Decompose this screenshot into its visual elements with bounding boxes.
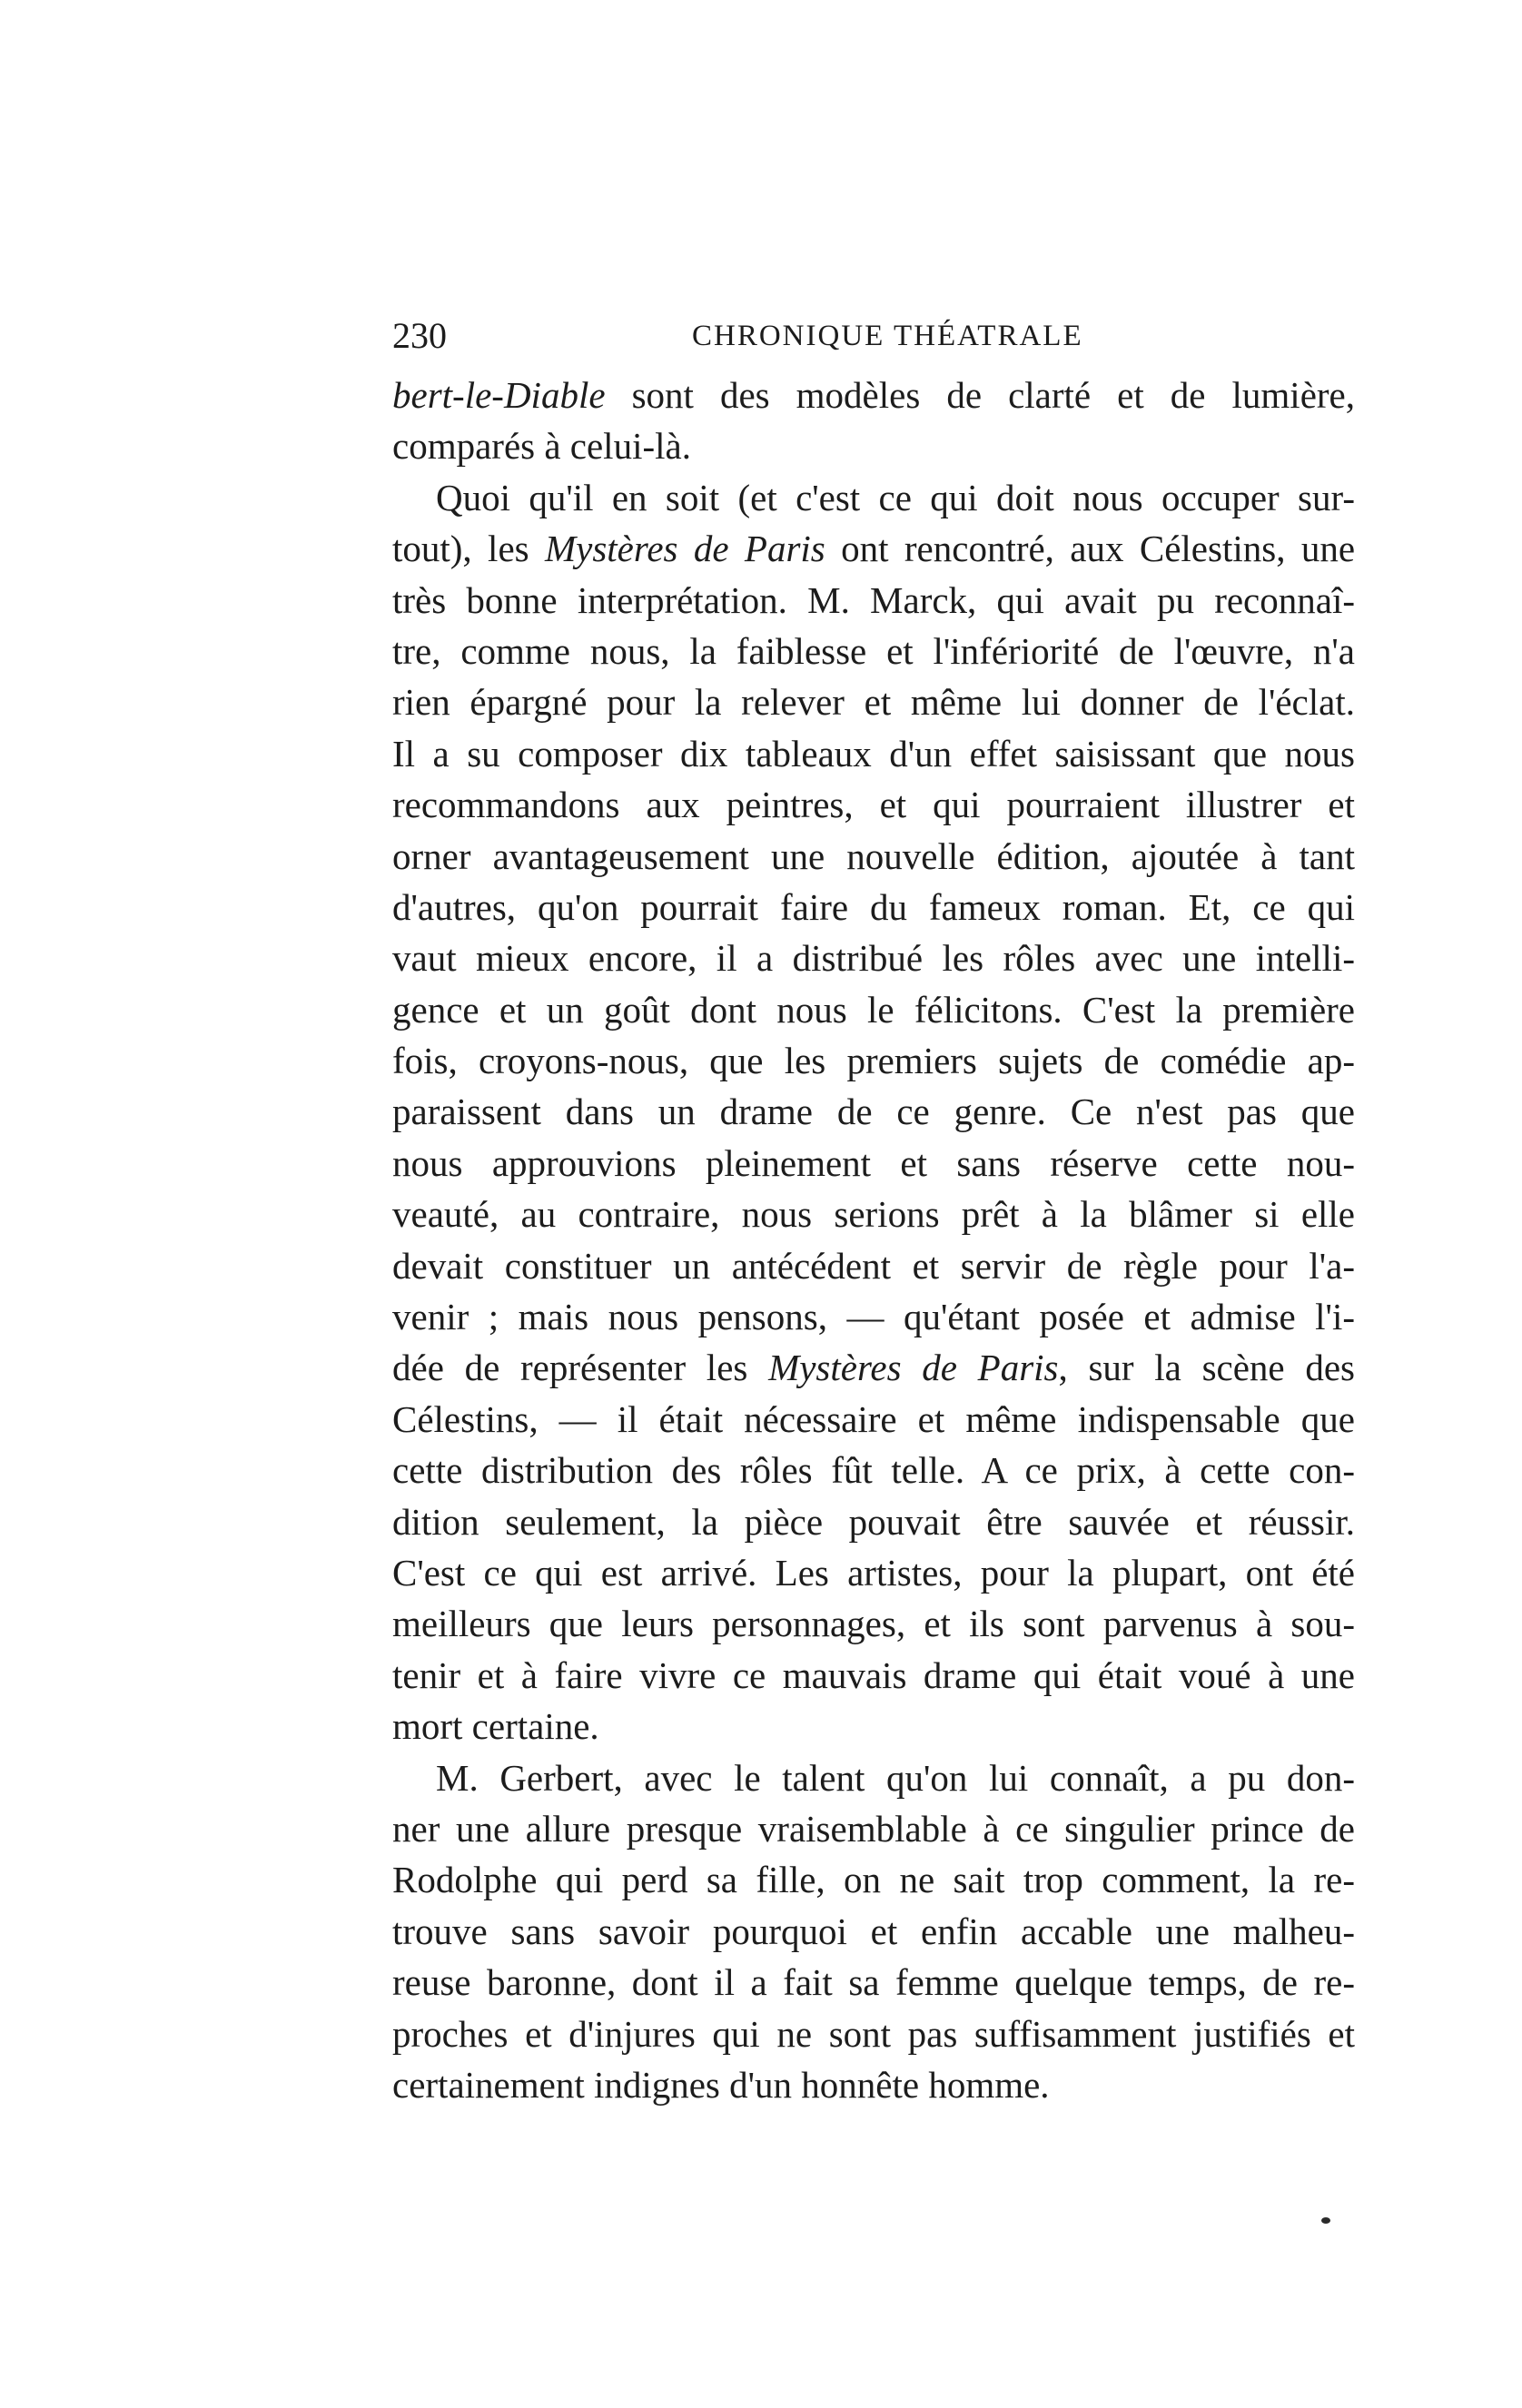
text-line <box>392 1547 1355 1598</box>
text-run: comparés à celui-là. <box>392 425 691 468</box>
text-run: tout), les <box>392 528 545 570</box>
text-line <box>392 2059 1355 2110</box>
text-line <box>392 1906 1355 1957</box>
text-line <box>392 882 1355 933</box>
text-line <box>392 1496 1355 1547</box>
text-run: nous approuvions pleinement et sans réserve cette nou- <box>392 1141 1355 1184</box>
text-line <box>392 1291 1355 1342</box>
text-line <box>392 1957 1355 2008</box>
text-run: C'est ce qui est arrivé. Les artistes, pour la plupart, ont été <box>392 1551 1355 1594</box>
text-line <box>392 1803 1355 1854</box>
text-line <box>392 933 1355 983</box>
text-line <box>392 1086 1355 1137</box>
text-run: trouve sans savoir pourquoi et enfin accable une malheu- <box>392 1910 1355 1952</box>
text-run: certainement indignes d'un honnête homme. <box>392 2063 1050 2106</box>
text-line <box>392 523 1355 574</box>
printer-mark <box>1321 2217 1330 2224</box>
text-run: veauté, au contraire, nous serions prêt à la blâmer si elle <box>392 1193 1355 1236</box>
text-line <box>392 676 1355 727</box>
text-run: paraissent dans un drame de ce genre. Ce n'est pas que <box>392 1091 1355 1133</box>
page-number: 230 <box>392 315 447 356</box>
text-run: ont rencontré, aux Célestins, une <box>825 528 1356 570</box>
italic-title: Mystères de Paris <box>768 1347 1059 1389</box>
text-line <box>392 1854 1355 1905</box>
text-run: rien épargné pour la relever et même lui donner de l'éclat. <box>392 681 1355 724</box>
text-line <box>392 626 1355 676</box>
text-line <box>392 831 1355 882</box>
text-line <box>392 1035 1355 1086</box>
text-line <box>392 420 1355 471</box>
text-line <box>392 1701 1355 1752</box>
text-run: devait constituer un antécédent et servir de règle pour l'a- <box>392 1244 1355 1287</box>
text-line <box>392 370 1355 420</box>
text-line <box>392 779 1355 830</box>
text-run: , sur la scène des <box>1058 1347 1355 1389</box>
text-line <box>392 1342 1355 1393</box>
text-line <box>392 1138 1355 1189</box>
text-run: Célestins, — il était nécessaire et même indispensable que <box>392 1397 1355 1440</box>
italic-title: Mystères de Paris <box>544 528 825 570</box>
page-header <box>392 309 1355 363</box>
text-run: très bonne interprétation. M. Marck, qui avait pu reconnaî- <box>392 578 1355 621</box>
text-run: dée de représenter les <box>392 1347 769 1389</box>
italic-title: bert-le-Diable <box>392 374 606 416</box>
text-run: proches et d'injures qui ne sont pas suffisamment justifiés et <box>392 2012 1355 2055</box>
text-run: gence et un goût dont nous le félicitons. C'est la première <box>392 988 1355 1031</box>
text-line <box>392 1650 1355 1701</box>
text-run: fois, croyons-nous, que les premiers sujets de comédie ap- <box>392 1040 1355 1082</box>
text-run: ner une allure presque vraisemblable à ce singulier prince de <box>392 1807 1355 1850</box>
text-run: vaut mieux encore, il a distribué les rôles avec une intelli- <box>392 937 1355 980</box>
text-run: venir ; mais nous pensons, — qu'étant posée et admise l'i- <box>392 1296 1355 1338</box>
text-run: cette distribution des rôles fût telle. A ce prix, à cette con- <box>392 1449 1355 1492</box>
text-line <box>392 1394 1355 1445</box>
text-run: meilleurs que leurs personnages, et ils sont parvenus à sou- <box>392 1603 1355 1645</box>
text-run: d'autres, qu'on pourrait faire du fameux roman. Et, ce qui <box>392 885 1355 928</box>
text-run: M. Gerbert, avec le talent qu'on lui connaît, a pu don- <box>436 1756 1355 1799</box>
running-head: CHRONIQUE THÉATRALE <box>692 320 1083 352</box>
text-run: sont des modèles de clarté et de lumière, <box>605 374 1355 416</box>
text-run: tre, comme nous, la faiblesse et l'infériorité de l'œuvre, n'a <box>392 629 1355 672</box>
text-line <box>392 1445 1355 1495</box>
text-run: reuse baronne, dont il a fait sa femme quelque temps, de re- <box>392 1961 1355 2004</box>
text-line <box>392 1189 1355 1239</box>
text-line <box>392 2008 1355 2059</box>
text-line <box>392 1240 1355 1291</box>
text-run: Quoi qu'il en soit (et c'est ce qui doit nous occuper sur- <box>436 476 1355 518</box>
text-line <box>392 984 1355 1035</box>
text-run: Rodolphe qui perd sa fille, on ne sait trop comment, la re- <box>392 1859 1355 1901</box>
text-run: dition seulement, la pièce pouvait être sauvée et réussir. <box>392 1500 1355 1543</box>
text-line <box>392 575 1355 626</box>
text-line <box>392 1598 1355 1649</box>
text-run: tenir et à faire vivre ce mauvais drame qui était voué à une <box>392 1653 1355 1696</box>
text-line <box>392 1752 1355 1803</box>
text-run: Il a su composer dix tableaux d'un effet saisissant que nous <box>392 732 1355 775</box>
text-run: mort certaine. <box>392 1705 599 1748</box>
body-text <box>392 370 1355 2110</box>
text-line <box>392 728 1355 779</box>
text-run: recommandons aux peintres, et qui pourraient illustrer et <box>392 784 1355 826</box>
text-run: orner avantageusement une nouvelle édition, ajoutée à tant <box>392 834 1355 877</box>
text-line <box>392 472 1355 523</box>
